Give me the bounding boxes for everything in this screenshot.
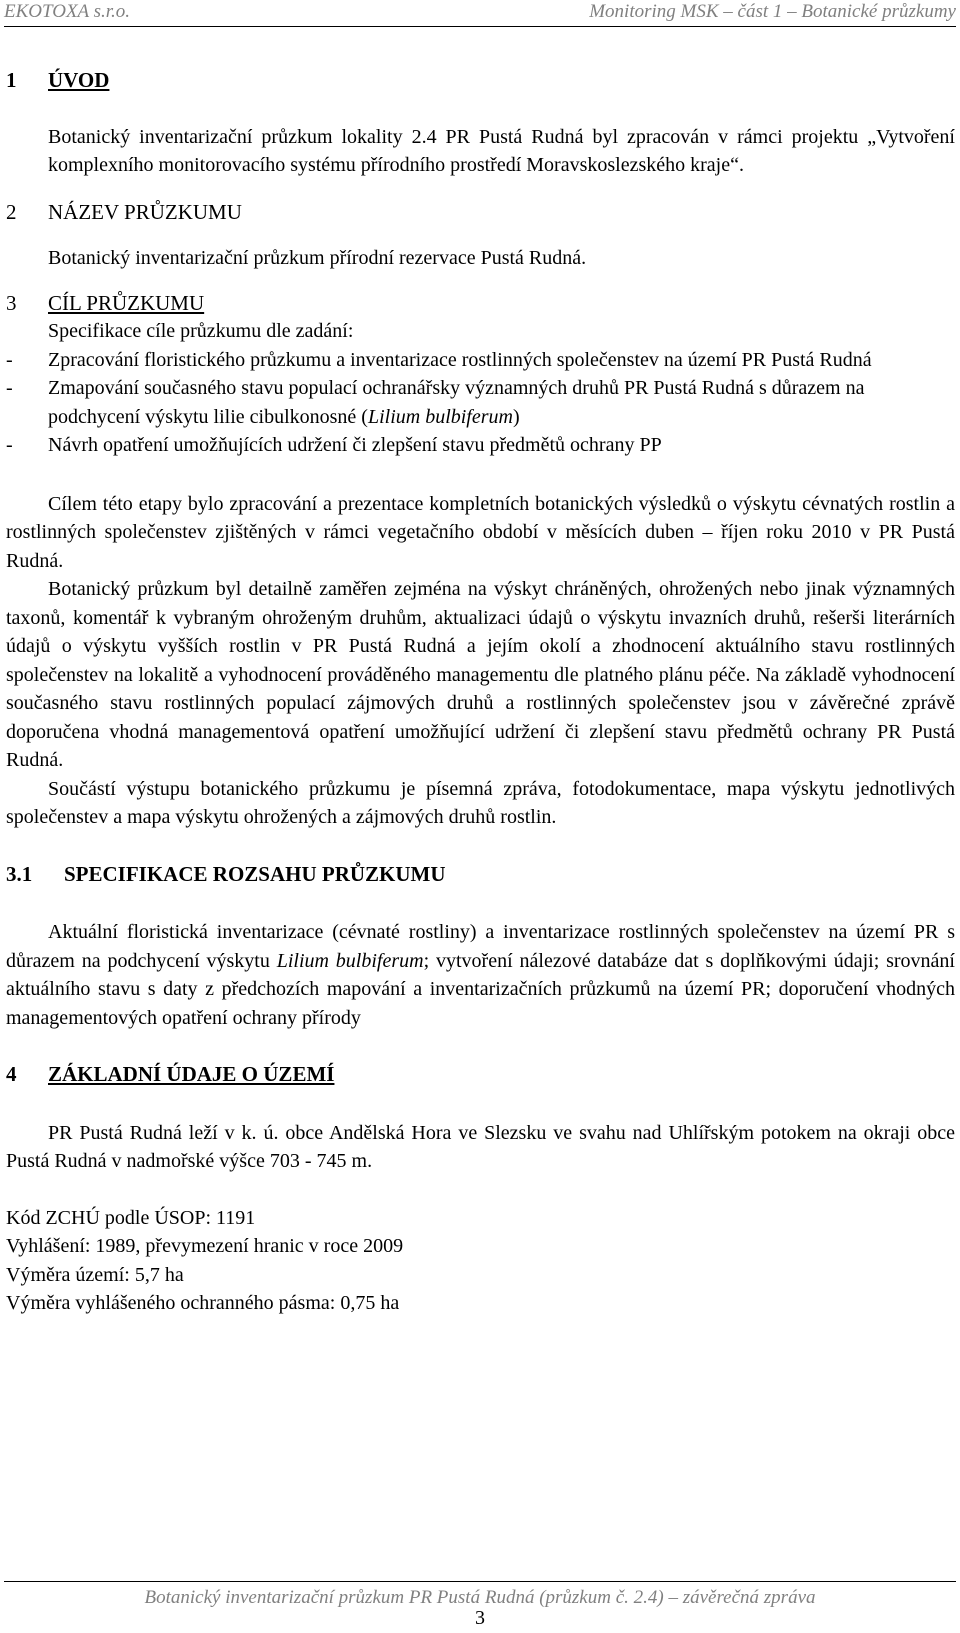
page-number: 3	[475, 1607, 485, 1629]
section-3-heading	[6, 289, 955, 318]
fact-line: Kód ZCHÚ podle ÚSOP: 1191	[6, 1206, 256, 1229]
section-3-1-heading	[6, 860, 955, 889]
section-title: NÁZEV PRŮZKUMU	[48, 199, 242, 224]
section-3-paragraph-2: Botanický průzkum byl detailně zaměřen zejména na výskyt chráněných, ohrožených nebo jinak významných taxonů, komentář k vybraným ohroženým druhům, aktualizaci údajů o výskytu invazních druhů, rešerši literárních údajů o výskytu vyšších rostlin v PR Pustá Rudná a jejím okolí a zhodnocení aktuálního stavu rostlinných společenstev na lokalitě a vyhodnocení prováděného managementu dle platného plánu péče. Na základě vyhodnocení současného stavu rostlinných populací zájmových druhů a rostlinných společenstev jsou v závěrečné zprávě doporučena vhodná managementová opatření umožňující udržení či zlepšení stavu předmětů ochrany PR Pustá Rudná.	[6, 578, 955, 771]
page-header	[4, 0, 956, 27]
species-name: Lilium bulbiferum	[367, 405, 513, 428]
section-2-paragraph: Botanický inventarizační průzkum přírodní rezervace Pustá Rudná.	[48, 247, 587, 269]
section-number: 1	[6, 68, 17, 92]
list-item: - Zmapování současného stavu populací ochranářsky významných druhů PR Pustá Rudná s důrazem na podchycení výskytu lilie cibulkonosné (Lilium bulbiferum)	[6, 377, 865, 428]
list-item: - Návrh opatření umožňujících udržení či zlepšení stavu předmětů ochrany PP	[6, 434, 662, 456]
section-2-heading	[6, 198, 955, 227]
section-title: CÍL PRŮZKUMU	[48, 290, 205, 315]
section-title: ÚVOD	[48, 68, 110, 92]
section-title: ZÁKLADNÍ ÚDAJE O ÚZEMÍ	[48, 1062, 335, 1086]
section-4-heading	[6, 1060, 955, 1089]
section-number: 4	[6, 1062, 17, 1086]
species-name: Lilium bulbiferum	[276, 949, 424, 972]
section-number: 2	[6, 199, 17, 224]
fact-line: Výměra území: 5,7 ha	[6, 1263, 184, 1286]
area-facts	[6, 1204, 955, 1318]
section-4-paragraph: PR Pustá Rudná leží v k. ú. obce Andělská Hora ve Slezsku ve svahu nad Uhlířským potokem na okraji obce Pustá Rudná v nadmořské výšce 703 - 745 m.	[6, 1121, 955, 1172]
section-3-intro: Specifikace cíle průzkumu dle zadání:	[48, 320, 354, 342]
section-1-heading	[6, 66, 955, 95]
section-1-paragraph: Botanický inventarizační průzkum lokality 2.4 PR Pustá Rudná byl zpracován v rámci projektu „Vytvoření komplexního monitorovacího systému přírodního prostředí Moravskoslezského kraje“.	[48, 125, 955, 176]
page-footer: Botanický inventarizační průzkum PR Pustá Rudná (průzkum č. 2.4) – závěrečná zpráva	[4, 1581, 956, 1610]
header-company: EKOTOXA s.r.o.	[4, 1, 130, 22]
section-number: 3	[6, 290, 17, 315]
goal-list	[6, 346, 955, 460]
header-project: Monitoring MSK – část 1 – Botanické průzkumy	[589, 1, 956, 22]
list-item: - Zpracování floristického průzkumu a inventarizace rostlinných společenstev na území PR Pustá Rudná	[6, 348, 872, 371]
section-title: SPECIFIKACE ROZSAHU PRŮZKUMU	[64, 861, 446, 886]
section-3-paragraph-3: Součástí výstupu botanického průzkumu je písemná zpráva, fotodokumentace, mapa výskytu jednotlivých společenstev a mapa výskytu ohrožených a zájmových druhů rostlin.	[6, 777, 955, 828]
section-3-paragraph-1: Cílem této etapy bylo zpracování a prezentace kompletních botanických výsledků o výskytu cévnatých rostlin a rostlinných společenstev zjištěných v rámci vegetačního období v měsících duben – říjen roku 2010 v PR Pustá Rudná.	[6, 492, 955, 572]
fact-line: Výměra vyhlášeného ochranného pásma: 0,75 ha	[6, 1292, 400, 1314]
fact-line: Vyhlášení: 1989, převymezení hranic v roce 2009	[6, 1235, 404, 1257]
document-body	[6, 66, 955, 1318]
section-number: 3.1	[6, 861, 33, 886]
section-3-1-paragraph: Aktuální floristická inventarizace (cévnaté rostliny) a inventarizace rostlinných společenstev na území PR s důrazem na podchycení výskytu Lilium bulbiferum; vytvoření nálezové databáze dat s doplňkovými údaji; srovnání aktuálního stavu s daty z předchozích mapování a inventarizačních průzkumů na území PR; doporučení vhodných managementových opatření ochrany přírody	[6, 921, 955, 1029]
